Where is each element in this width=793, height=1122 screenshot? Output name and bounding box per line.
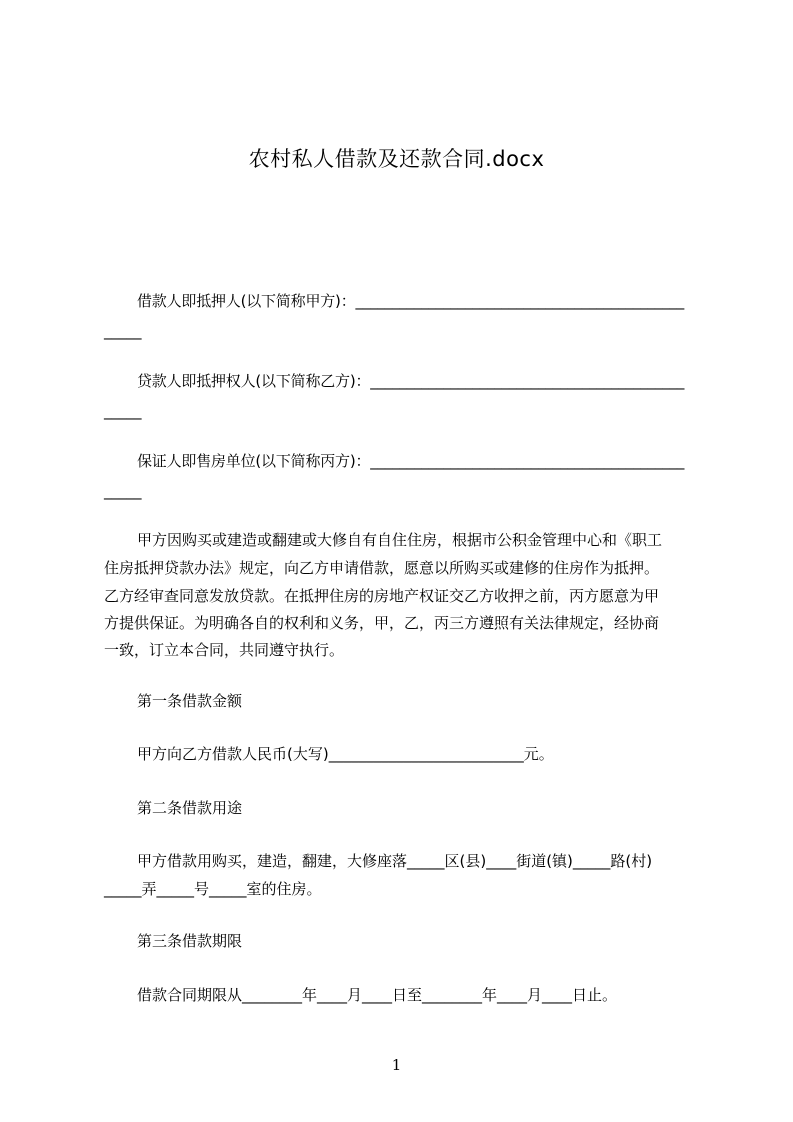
preamble-line-2: 住房抵押贷款办法》规定，向乙方申请借款，愿意以所购买或建修的住房作为抵押。 bbox=[104, 559, 660, 577]
party-c-line-cont: _____ bbox=[104, 482, 142, 500]
preamble-line-3: 乙方经审查同意发放贷款。在抵押住房的房地产权证交乙方收押之前，丙方愿意为甲 bbox=[104, 587, 660, 605]
article-2-body-line-2: _____弄_____号_____室的住房。 bbox=[104, 880, 322, 898]
preamble-line-4: 方提供保证。为明确各自的权利和义务，甲，乙，丙三方遵照有关法律规定，经协商 bbox=[104, 614, 660, 632]
document-title: 农村私人借款及还款合同.docx bbox=[248, 147, 545, 171]
preamble-line-1: 甲方因购买或建造或翻建或大修自有自住住房，根据市公积金管理中心和《职工 bbox=[137, 531, 663, 549]
preamble-line-5: 一致，订立本合同，共同遵守执行。 bbox=[104, 641, 345, 659]
party-b-line: 贷款人即抵押权人(以下简称乙方)：___________________________________________ bbox=[137, 372, 685, 390]
article-3-heading: 第三条借款期限 bbox=[137, 932, 243, 950]
article-1-heading: 第一条借款金额 bbox=[137, 692, 243, 710]
article-3-body: 借款合同期限从________年____月____日至________年____月____日止。 bbox=[137, 986, 618, 1004]
party-b-line-cont: _____ bbox=[104, 402, 142, 420]
article-2-heading: 第二条借款用途 bbox=[137, 799, 243, 817]
party-a-line: 借款人即抵押人(以下简称甲方)：_____________________________________________ bbox=[137, 292, 685, 310]
article-2-body-line-1: 甲方借款用购买，建造，翻建，大修座落_____区(县)____街道(镇)_____路(村) bbox=[137, 852, 653, 870]
article-1-body: 甲方向乙方借款人民币(大写)__________________________元。 bbox=[137, 745, 554, 763]
page-number: 1 bbox=[391, 1056, 402, 1074]
party-a-line-cont: _____ bbox=[104, 322, 142, 340]
party-c-line: 保证人即售房单位(以下简称丙方)：___________________________________________ bbox=[137, 452, 685, 470]
